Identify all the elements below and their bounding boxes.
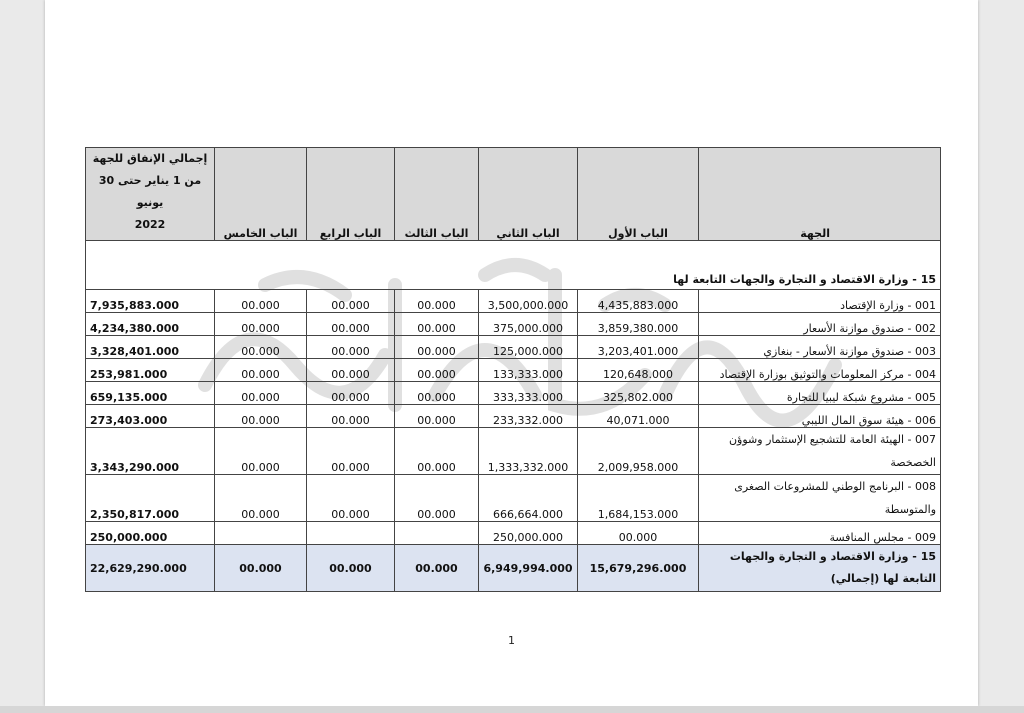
cell-chapter5 [215, 522, 307, 545]
cell-chapter2: 125,000.000 [479, 336, 578, 359]
entity-name: 002 - صندوق موازنة الأسعار [699, 313, 941, 336]
cell-chapter3: 00.000 [395, 428, 479, 475]
table-row [86, 475, 941, 522]
cell-chapter4: 00.000 [307, 290, 395, 313]
entity-name: 003 - صندوق موازنة الأسعار - بنغازي [699, 336, 941, 359]
header-entity: الجهة [699, 148, 941, 241]
cell-total: 659,135.000 [86, 382, 215, 405]
cell-chapter5: 00.000 [215, 382, 307, 405]
entity-name: 009 - مجلس المنافسة [699, 522, 941, 545]
entity-name: 004 - مركز المعلومات والتوثيق بوزارة الإقتصاد [699, 359, 941, 382]
table-row [86, 405, 941, 428]
cell-chapter3 [395, 522, 479, 545]
header-total-line2: من 1 يناير حتى 30 يونيو [98, 174, 202, 209]
cell-chapter5: 00.000 [215, 359, 307, 382]
summary-chapter5: 00.000 [215, 545, 307, 592]
cell-chapter1: 3,203,401.000 [578, 336, 699, 359]
cell-chapter1: 1,684,153.000 [578, 475, 699, 522]
cell-chapter1: 2,009,958.000 [578, 428, 699, 475]
table-row [86, 290, 941, 313]
cell-chapter4: 00.000 [307, 336, 395, 359]
cell-chapter3: 00.000 [395, 382, 479, 405]
cell-chapter5: 00.000 [215, 313, 307, 336]
cell-chapter3: 00.000 [395, 405, 479, 428]
cell-chapter1: 40,071.000 [578, 405, 699, 428]
header-chapter2: الباب الثاني [479, 148, 578, 241]
cell-chapter2: 666,664.000 [479, 475, 578, 522]
cell-chapter3: 00.000 [395, 475, 479, 522]
cell-chapter5: 00.000 [215, 290, 307, 313]
summary-chapter1: 15,679,296.000 [578, 545, 699, 592]
cell-total: 253,981.000 [86, 359, 215, 382]
cell-chapter2: 250,000.000 [479, 522, 578, 545]
header-total-line3: 2022 [134, 218, 166, 231]
cell-chapter4: 00.000 [307, 313, 395, 336]
cell-total: 3,328,401.000 [86, 336, 215, 359]
cell-chapter3: 00.000 [395, 313, 479, 336]
cell-chapter3: 00.000 [395, 359, 479, 382]
cell-chapter2: 375,000.000 [479, 313, 578, 336]
entity-name: 008 - البرنامج الوطني للمشروعات الصغرى والمتوسطة [699, 475, 941, 522]
summary-name: 15 - وزارة الاقتصاد و التجارة والجهات التابعة لها (إجمالي) [699, 545, 941, 592]
cell-chapter5: 00.000 [215, 405, 307, 428]
table-row [86, 359, 941, 382]
cell-chapter2: 3,500,000.000 [479, 290, 578, 313]
cell-chapter5: 00.000 [215, 336, 307, 359]
cell-chapter1: 120,648.000 [578, 359, 699, 382]
cell-chapter2: 1,333,332.000 [479, 428, 578, 475]
cell-chapter1: 3,859,380.000 [578, 313, 699, 336]
section-row [86, 241, 941, 290]
cell-chapter1: 00.000 [578, 522, 699, 545]
section-title: 15 - وزارة الاقتصاد و التجارة والجهات التابعة لها [86, 241, 941, 290]
header-chapter4: الباب الرابع [307, 148, 395, 241]
cell-chapter3: 00.000 [395, 290, 479, 313]
summary-chapter4: 00.000 [307, 545, 395, 592]
page-number: 1 [508, 634, 515, 647]
entity-name: 006 - هيئة سوق المال الليبي [699, 405, 941, 428]
viewer-bottom-edge [0, 706, 1024, 713]
cell-chapter4: 00.000 [307, 359, 395, 382]
header-total [86, 148, 215, 241]
table-row [86, 336, 941, 359]
entity-name: 001 - وزارة الإقتصاد [699, 290, 941, 313]
entity-name: 005 - مشروع شبكة ليبيا للتجارة [699, 382, 941, 405]
entity-name: 007 - الهيئة العامة للتشجيع الإستثمار وشوؤن الخصخصة [699, 428, 941, 475]
cell-total: 7,935,883.000 [86, 290, 215, 313]
summary-total: 22,629,290.000 [86, 545, 215, 592]
cell-total: 2,350,817.000 [86, 475, 215, 522]
cell-chapter1: 325,802.000 [578, 382, 699, 405]
header-chapter3: الباب الثالث [395, 148, 479, 241]
summary-chapter3: 00.000 [395, 545, 479, 592]
cell-chapter2: 233,332.000 [479, 405, 578, 428]
cell-chapter3: 00.000 [395, 336, 479, 359]
cell-total: 273,403.000 [86, 405, 215, 428]
table-row [86, 313, 941, 336]
cell-chapter2: 133,333.000 [479, 359, 578, 382]
summary-row [86, 545, 941, 592]
cell-total: 3,343,290.000 [86, 428, 215, 475]
table-row [86, 428, 941, 475]
expenditure-table [85, 147, 941, 592]
cell-chapter4: 00.000 [307, 475, 395, 522]
cell-chapter4: 00.000 [307, 382, 395, 405]
cell-chapter5: 00.000 [215, 475, 307, 522]
cell-total: 4,234,380.000 [86, 313, 215, 336]
document-page [45, 0, 978, 706]
table-row [86, 522, 941, 545]
header-total-line1: إجمالي الإنفاق للجهة [92, 152, 208, 165]
cell-chapter4: 00.000 [307, 428, 395, 475]
cell-chapter1: 4,435,883.000 [578, 290, 699, 313]
table-row [86, 382, 941, 405]
cell-chapter5: 00.000 [215, 428, 307, 475]
summary-chapter2: 6,949,994.000 [479, 545, 578, 592]
header-chapter5: الباب الخامس [215, 148, 307, 241]
cell-chapter4: 00.000 [307, 405, 395, 428]
header-row [86, 148, 941, 241]
cell-chapter4 [307, 522, 395, 545]
header-chapter1: الباب الأول [578, 148, 699, 241]
cell-chapter2: 333,333.000 [479, 382, 578, 405]
cell-total: 250,000.000 [86, 522, 215, 545]
